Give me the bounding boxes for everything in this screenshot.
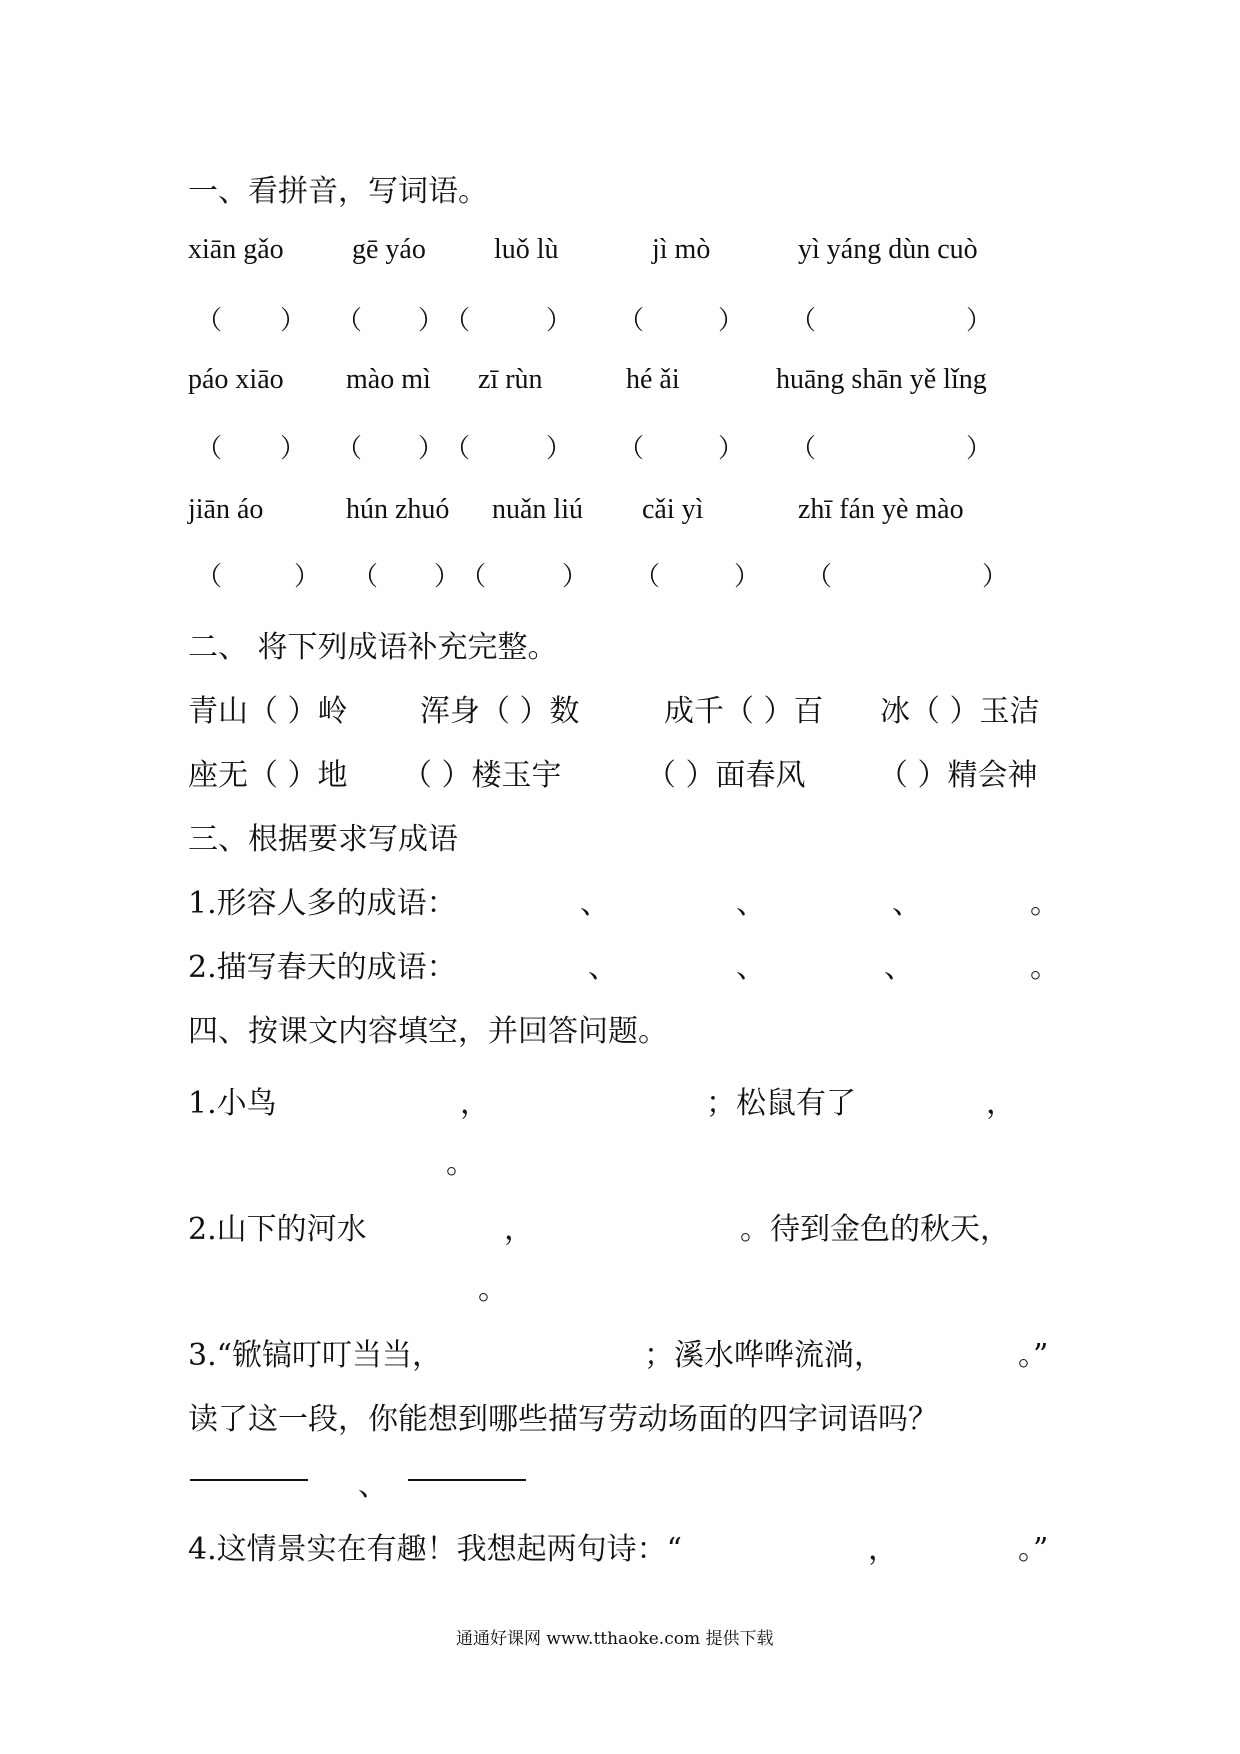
s4-q1-squirrel: ；松鼠有了 [706,1086,856,1121]
paren-close: ） [718,306,745,336]
paren-open: （ [460,562,487,592]
idiom-5: 座无（ ）地 [188,758,348,793]
idiom-3: 成千（ ）百 [664,694,824,729]
s4-q1-end: 。 [446,1146,476,1181]
s4-q3-start: 3.“锨镐叮叮当当， [188,1338,442,1373]
s4-q4-start: 4.这情景实在有趣！我想起两句诗：“ [188,1532,682,1567]
pinyin-1-1: xiān gǎo [188,234,284,265]
s4-q1-comma: ， [460,1086,490,1121]
s3-sep: 、 [588,950,618,985]
section2-title: 二、 将下列成语补充完整。 [188,630,558,665]
paren-close: ） [280,306,307,336]
s4-q2-start: 2.山下的河水 [188,1212,367,1247]
idiom-4: 冰（ ）玉洁 [880,694,1040,729]
paren-close: ） [734,562,761,592]
s4-q4-end: 。” [1018,1532,1049,1567]
paren-close: ） [546,306,573,336]
paren-close: ） [718,434,745,464]
paren-open: （ [618,434,645,464]
s3-question-2: 2.描写春天的成语： [188,950,457,985]
pinyin-2-3: zī rùn [478,364,543,395]
footer-credit: 通通好课网 www.tthaoke.com 提供下载 [456,1629,774,1649]
paren-open: （ [196,434,223,464]
answer-blank-line[interactable] [408,1479,526,1481]
paren-close: ） [546,434,573,464]
pinyin-3-3: nuǎn liú [492,494,583,525]
idiom-6: （ ）楼玉宇 [402,758,562,793]
pinyin-1-5: yì yáng dùn cuò [798,234,978,265]
paren-open: （ [618,306,645,336]
paren-open: （ [790,306,817,336]
section1-title: 一、看拼音，写词语。 [188,174,488,209]
idiom-7: （ ）面春风 [646,758,806,793]
paren-close: ） [562,562,589,592]
pinyin-2-1: páo xiāo [188,364,284,395]
pinyin-2-4: hé ǎi [626,364,680,395]
paren-open: （ [336,434,363,464]
paren-close: ） [418,434,445,464]
paren-close: ） [966,434,993,464]
paren-close: ） [280,434,307,464]
s4-q1-comma: ， [986,1086,1016,1121]
pinyin-2-2: mào mì [346,364,431,395]
answer-blank-line[interactable] [190,1479,308,1481]
s4-q3-question: 读了这一段，你能想到哪些描写劳动场面的四字词语吗？ [188,1402,938,1437]
pinyin-1-2: gē yáo [352,234,426,265]
s4-q3-sep: 、 [358,1468,388,1503]
paren-close: ） [418,306,445,336]
s4-q1-start: 1.小鸟 [188,1086,277,1121]
paren-open: （ [336,306,363,336]
pinyin-1-3: luǒ lù [494,234,559,265]
paren-close: ） [982,562,1009,592]
s4-q4-comma: ， [868,1532,898,1567]
paren-open: （ [634,562,661,592]
paren-open: （ [196,562,223,592]
section3-title: 三、根据要求写成语 [188,822,458,857]
section4-title: 四、按课文内容填空，并回答问题。 [188,1014,668,1049]
paren-open: （ [806,562,833,592]
s4-q3-stream: ；溪水哗哗流淌， [644,1338,884,1373]
paren-open: （ [444,434,471,464]
s3-sep: 、 [736,950,766,985]
s3-sep: 、 [580,886,610,921]
s4-q2-end: 。 [478,1272,508,1307]
s4-q3-end: 。” [1018,1338,1049,1373]
paren-close: ） [966,306,993,336]
s3-sep: 、 [892,886,922,921]
s3-end: 。 [1030,950,1060,985]
s3-sep: 、 [736,886,766,921]
idiom-2: 浑身（ ）数 [420,694,580,729]
idiom-8: （ ）精会神 [878,758,1038,793]
paren-close: ） [294,562,321,592]
paren-close: ） [434,562,461,592]
pinyin-3-4: cǎi yì [642,494,704,525]
paren-open: （ [444,306,471,336]
paren-open: （ [790,434,817,464]
pinyin-3-1: jiān áo [188,494,264,525]
paren-open: （ [352,562,379,592]
s3-question-1: 1.形容人多的成语： [188,886,457,921]
pinyin-2-5: huāng shān yě lǐng [776,364,987,395]
s4-q2-autumn: 。待到金色的秋天， [740,1212,1010,1247]
s4-q2-comma: ， [504,1212,534,1247]
s3-end: 。 [1030,886,1060,921]
idiom-1: 青山（ ）岭 [188,694,348,729]
s3-sep: 、 [884,950,914,985]
pinyin-3-2: hún zhuó [346,494,450,525]
pinyin-1-4: jì mò [652,234,711,265]
paren-open: （ [196,306,223,336]
pinyin-3-5: zhī fán yè mào [798,494,964,525]
